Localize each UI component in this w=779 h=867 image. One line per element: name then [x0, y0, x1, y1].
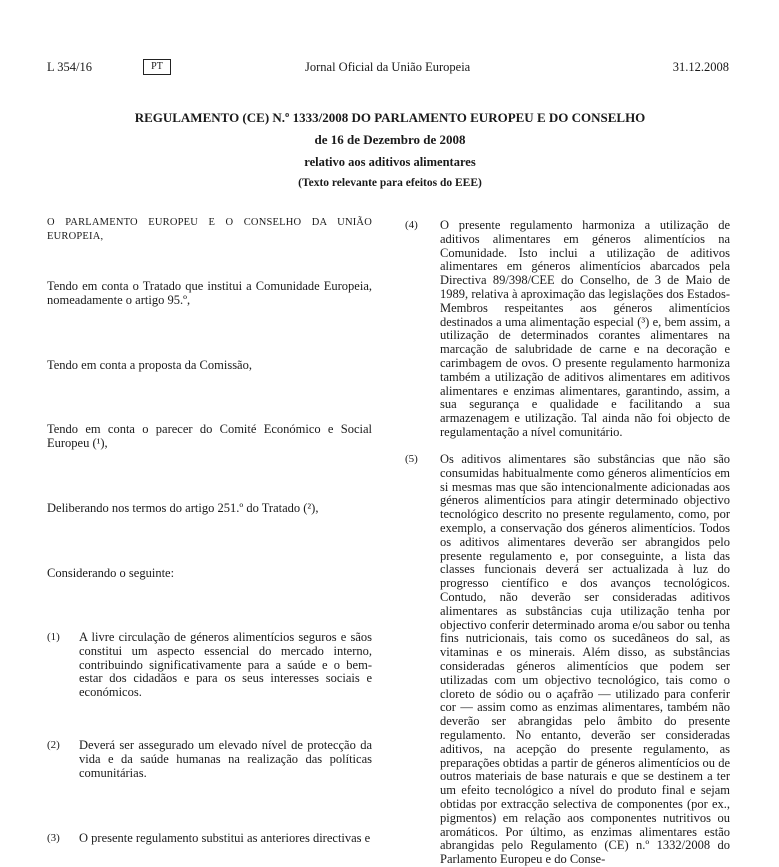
regulation-title: REGULAMENTO (CE) N.º 1333/2008 DO PARLAMENTO EUROPEU E DO CONSELHO	[134, 110, 646, 125]
language-badge: PT	[143, 59, 171, 75]
citation-proposal: Tendo em conta a proposta da Comissão,	[47, 358, 252, 372]
recital-text: O presente regulamento substitui as anteriores directivas e	[79, 831, 371, 845]
page-reference: L 354/16	[47, 60, 93, 74]
publication-date: 31.12.2008	[672, 60, 729, 74]
regulation-subject: relativo aos aditivos alimentares	[304, 155, 476, 169]
opening-formula: O PARLAMENTO EUROPEU E O CONSELHO DA UNIÃO EUROPEIA,	[47, 217, 372, 242]
recital-number: (2)	[47, 739, 60, 751]
recital-number: (4)	[405, 219, 418, 231]
journal-name: Jornal Oficial da União Europeia	[305, 60, 471, 74]
citation-esc-opinion: Tendo em conta o parecer do Comité Económico e Social Europeu (¹),	[47, 422, 372, 450]
citation-treaty: Tendo em conta o Tratado que institui a Comunidade Europeia, nomeadamente o artigo 95.º,	[47, 279, 372, 307]
document-title-block	[40, 109, 740, 192]
whereas-intro: Considerando o seguinte:	[47, 566, 175, 580]
recital-number: (5)	[405, 453, 418, 465]
recital-text: O presente regulamento harmoniza a utilização de aditivos alimentares em géneros alimentícios na Comunidade. Isto inclui a utilização de aditivos alimentares em géneros alimentícios abarcados pela Directiva 89/398/CEE do Conselho, de 3 de Maio de 1989, relativa à aproximação das legislações dos Estados-Membros respeitantes aos géneros alimentícios destinados a uma alimentação especial (³) e, bem assim, a utilização de determinados corantes alimentares na marcação de salubridade de carne e na decoração e carimbagem de ovos. O presente regulamento harmoniza também a utilização de aditivos alimentares em aditivos alimentares e enzimas alimentares, garantindo, assim, a sua segurança e qualidade e facilitando a sua armazenagem e utilização. Tal ainda não foi objecto de regulamentação a nível comunitário.	[440, 218, 730, 439]
regulation-date: de 16 de Dezembro de 2008	[314, 132, 466, 147]
eea-relevance-note: (Texto relevante para efeitos do EEE)	[298, 177, 482, 189]
recital-text: A livre circulação de géneros alimentícios seguros e sãos constitui um aspecto essencial do mercado interno, contribuindo significativamente para a saúde e o bem-estar dos cidadãos e para os seus interesses sociais e económicos.	[79, 630, 372, 700]
page-header	[47, 59, 729, 79]
recital-number: (1)	[47, 631, 60, 643]
citation-procedure: Deliberando nos termos do artigo 251.º do Tratado (²),	[47, 501, 319, 515]
recital-number: (3)	[47, 832, 60, 844]
recital-text: Deverá ser assegurado um elevado nível de protecção da vida e da saúde humanas na realização das políticas comunitárias.	[79, 738, 372, 780]
recital-text: Os aditivos alimentares são substâncias que não são consumidas habitualmente como géneros alimentícios em si mesmas mas que são intencionalmente adicionadas aos géneros alimentícios para atingir determinado objectivo tecnológico descrito no presente regulamento, como, por exemplo, a conservação dos géneros alimentícios. Todos os aditivos alimentares deverão ser abrangidos pelo presente regulamento e, por conseguinte, a lista das classes funcionais deverá ser actualizada à luz do progresso científico e dos avanços tecnológicos. Contudo, não deverão ser consideradas aditivos alimentares as substâncias cuja utilização tenha por objectivo conferir determinado aroma e/ou sabor ou tenha fins nutricionais, tais como os sucedâneos do sal, as vitaminas e os minerais. Além disso, as substâncias consideradas géneros alimentícios que podem ser utilizadas com um objectivo tecnológico, tais como o cloreto de sódio ou o açafrão — utilizado para conferir cor — assim como as enzimas alimentares, também não deverão ser abrangidas pelo âmbito do presente regulamento. No entanto, deverão ser consideradas aditivos, na acepção do presente regulamento, as preparações obtidas a partir de géneros alimentícios ou de outros materiais de base naturais e que se destinem a ter um efeito tecnológico a nível do produto final e sejam obtidas por extracção selectiva de componentes (por ex., pigmentos) em relação aos componentes nutritivos ou aromáticos. Por último, as enzimas alimentares estão abrangidas pelo Regulamento (CE) n.º 1332/2008 do Parlamento Europeu e do Conse-	[440, 452, 730, 867]
